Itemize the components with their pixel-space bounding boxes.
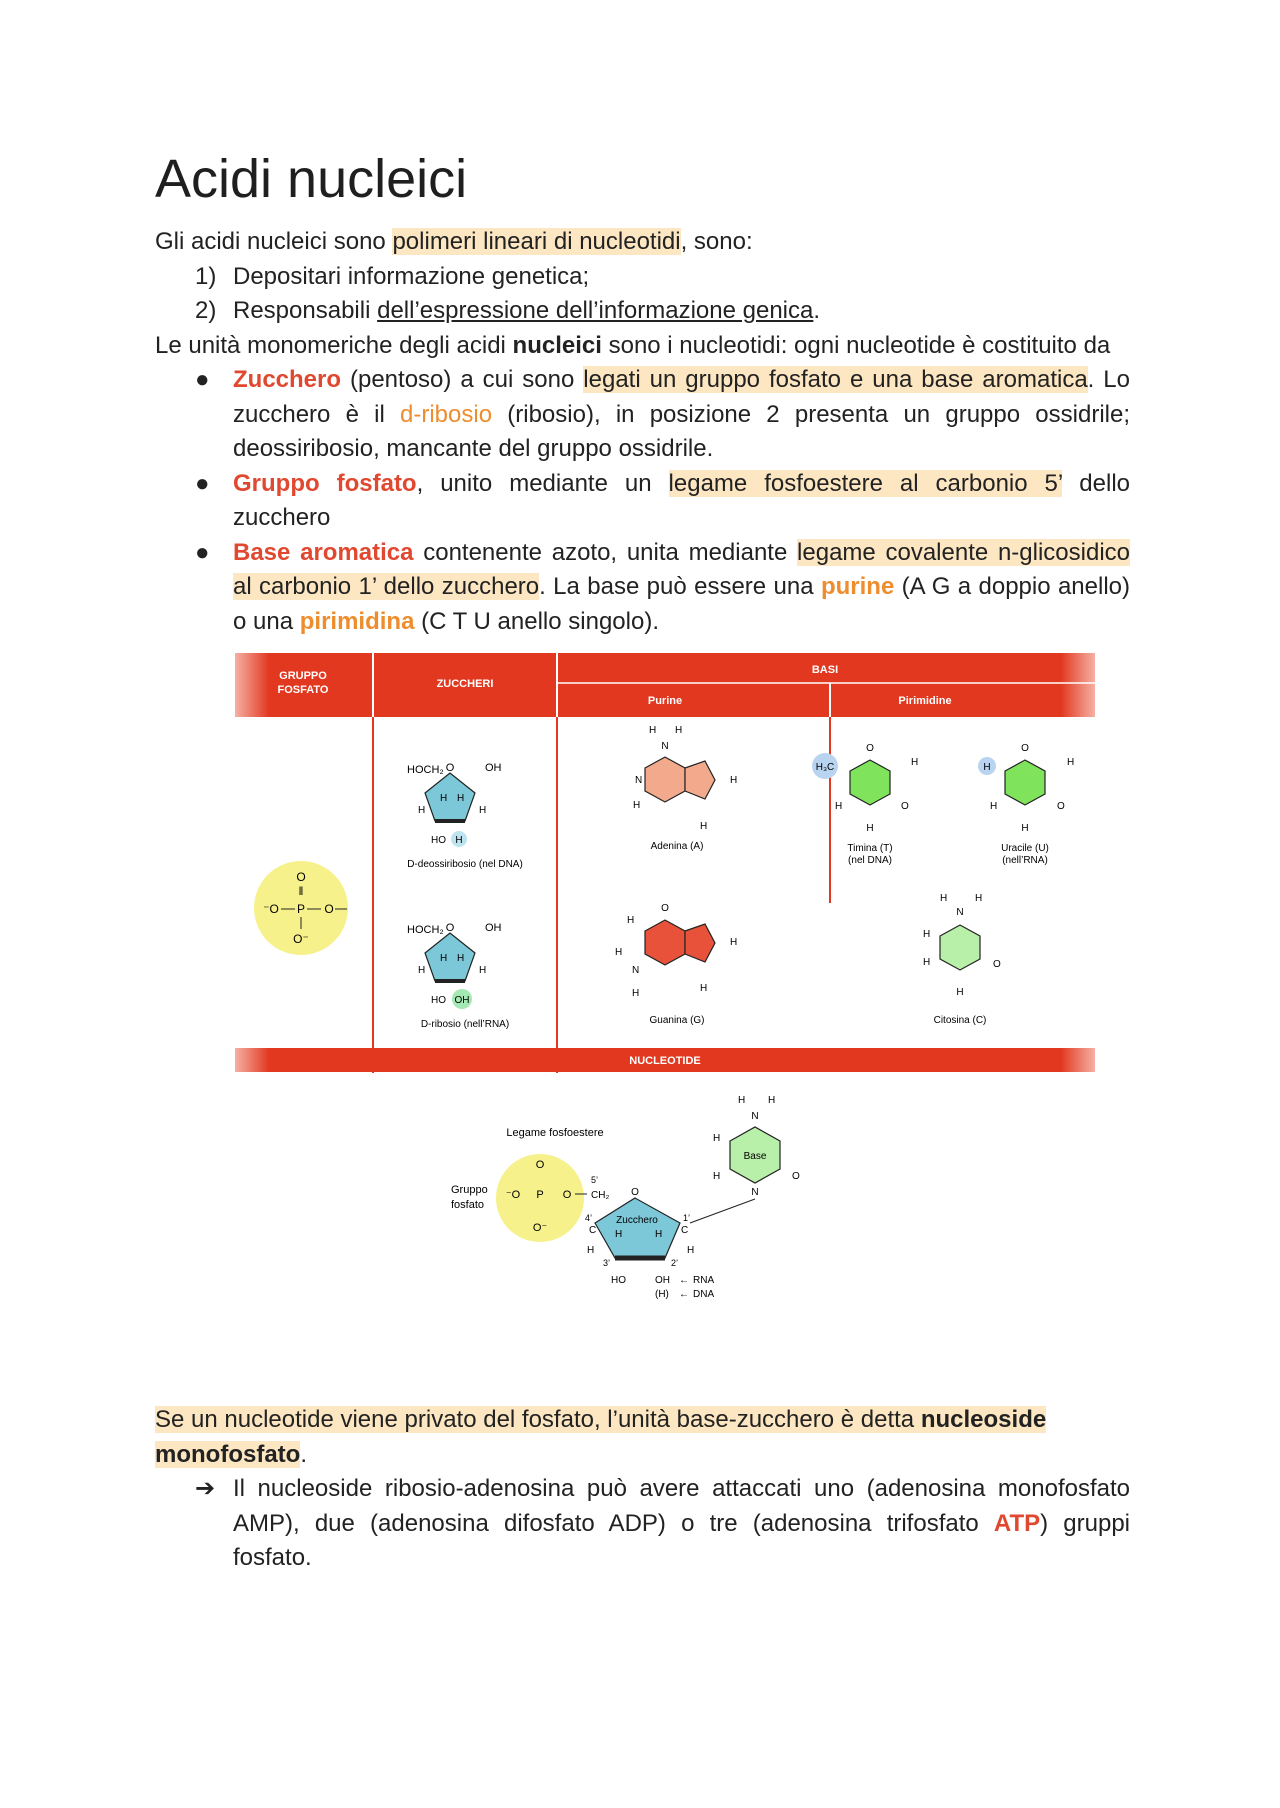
label-dna: DNA (693, 1289, 715, 1301)
list-item (155, 260, 1130, 295)
atom-o-minus: ⁻O (263, 902, 279, 917)
term-purine: purine (820, 573, 895, 601)
label-gruppo: Gruppo (451, 1184, 488, 1197)
nucleoside-text-end: . (300, 1440, 307, 1468)
atom-n: N (956, 907, 964, 919)
bullet-dot-icon: ● (195, 469, 210, 497)
atom-o: O (562, 1189, 572, 1202)
atom-o-minus: O⁻ (293, 932, 309, 947)
caption-guanina: Guanina (G) (649, 1015, 705, 1027)
atom-h: H (615, 1229, 623, 1241)
atom-h: H (440, 953, 448, 965)
atom-h: H (923, 929, 931, 941)
atom-h-paren: (H) (655, 1289, 669, 1301)
page-title: Acidi nucleici (155, 149, 468, 209)
bullet-list (155, 363, 1130, 639)
atom-o: O (296, 870, 306, 885)
underlined-text: dell’espressione dell’informazione genica (377, 297, 814, 325)
atom-h3c: H₃C (815, 762, 835, 774)
label-c1: 1’ (683, 1213, 691, 1224)
list-text-end: . (813, 297, 821, 325)
atom-hoch2: HOCH₂ (407, 924, 444, 937)
atom-n: N (661, 741, 669, 753)
bullet-text: . La base può essere una (539, 573, 821, 601)
document-page (155, 150, 1130, 1576)
atom-h: H (687, 1245, 695, 1257)
intro-paragraph (155, 225, 1130, 260)
atom-h: H (983, 762, 991, 774)
atom-o-minus: ⁻O (505, 1189, 521, 1202)
label-c3: 3’ (603, 1258, 611, 1269)
atom-h: H (713, 1171, 721, 1183)
label-fosfato: fosfato (451, 1199, 485, 1212)
header-gruppo: GRUPPO (279, 670, 327, 683)
list-item (155, 294, 1130, 329)
atom-o: O (901, 801, 909, 813)
bullet-text: , unito mediante un (416, 469, 669, 497)
list-number: 1) (195, 262, 217, 290)
atom-h: H (418, 805, 426, 817)
atom-c: C (589, 1225, 597, 1237)
monomer-text: Le unità monomeriche degli acidi (155, 331, 513, 359)
atom-o: O (445, 922, 455, 935)
atom-p: P (536, 1189, 544, 1202)
label-legame-fosfoestere: Legame fosfoestere (506, 1127, 604, 1140)
caption-deossiribosio: D-deossiribosio (nel DNA) (407, 859, 523, 871)
atom-h: H (738, 1095, 746, 1107)
atom-n: N (751, 1111, 759, 1123)
bold-nucleoside-monofosfato: nucleoside monofosfato (155, 1406, 1047, 1468)
atom-n: N (635, 775, 643, 787)
atom-ch2: CH₂ (591, 1190, 610, 1202)
bullet-fosfato (155, 467, 1130, 536)
bullet-base (155, 536, 1130, 640)
arrow-text-end: ) gruppi fosfato. (233, 1509, 1131, 1572)
bullet-dot-icon: ● (195, 366, 210, 394)
atom-oh: OH (655, 1275, 670, 1287)
arrow-item (155, 1472, 1130, 1576)
atom-h: H (615, 947, 623, 959)
bullet-text: (A G a doppio anello) o una (233, 573, 1130, 635)
atom-oh: OH (454, 995, 470, 1007)
bullet-text: (pentoso) a cui sono (341, 366, 584, 394)
caption-ribosio: D-ribosio (nell’RNA) (420, 1019, 510, 1031)
atom-h: H (911, 757, 919, 769)
atom-o-minus: O⁻ (532, 1222, 548, 1235)
bullet-text: (C T U anello singolo). (414, 607, 659, 635)
atom-h: H (768, 1095, 776, 1107)
atom-h: H (700, 983, 708, 995)
deossiribosio-structure (407, 762, 523, 870)
atom-o: O (445, 762, 455, 775)
atom-c: C (681, 1225, 689, 1237)
svg-text:‖: ‖ (298, 884, 304, 899)
label-rna: RNA (693, 1275, 715, 1287)
header-purine: Purine (647, 695, 683, 708)
atom-p: P (296, 902, 306, 917)
bullet-dot-icon: ● (195, 538, 210, 566)
atom-h: H (1067, 757, 1075, 769)
atom-h: H (440, 793, 448, 805)
label-c5: 5’ (591, 1175, 599, 1186)
label-c4: 4’ (585, 1213, 593, 1224)
atom-h: H (1021, 823, 1029, 835)
list-number: 2) (195, 297, 217, 325)
caption-timina-dna: (nel DNA) (848, 855, 892, 867)
atom-h: H (479, 805, 487, 817)
term-base-aromatica: Base aromatica (233, 538, 414, 566)
atom-h: H (923, 957, 931, 969)
monomer-text-end: sono i nucleotidi: ogni nucleotide è costituito da (601, 331, 1111, 359)
nucleoside-paragraph (155, 1406, 1046, 1468)
header-basi: BASI (811, 664, 839, 677)
bullet-text: contenente azoto, unita mediante (413, 538, 798, 566)
atom-h: H (457, 793, 465, 805)
atom-o: O (1057, 801, 1065, 813)
atom-h: H (632, 988, 640, 1000)
term-gruppo-fosfato: Gruppo fosfato (233, 469, 417, 497)
atom-h: H (730, 937, 738, 949)
caption-timina: Timina (T) (847, 843, 893, 855)
list-text: Depositari informazione genetica; (233, 262, 590, 290)
atom-o: O (1021, 743, 1029, 755)
label-base: Base (743, 1151, 767, 1163)
header-band (235, 653, 1095, 717)
caption-uracile: Uracile (U) (1001, 843, 1049, 855)
label-zucchero: Zucchero (616, 1215, 658, 1227)
highlight-text: legame covalente n-glicosidico al carbonio 1’ dello zucchero (233, 538, 1131, 601)
atom-h: H (418, 965, 426, 977)
atom-h: H (587, 1245, 595, 1257)
atom-o: O (324, 902, 334, 917)
atom-h: H (713, 1133, 721, 1145)
atom-o: O (993, 959, 1001, 971)
caption-uracile-rna: (nell’RNA) (1002, 855, 1048, 867)
figure-svg (235, 653, 1095, 1393)
atom-h: H (835, 801, 843, 813)
atom-oh: OH (485, 922, 502, 935)
atom-h: H (633, 800, 641, 812)
bold-nucleici: nucleici (512, 331, 602, 359)
atom-n: N (632, 965, 640, 977)
atom-hoch2: HOCH₂ (407, 764, 444, 777)
atom-h: H (675, 725, 683, 737)
header-pirimidine: Pirimidine (898, 695, 952, 708)
intro-text-end: , sono: (680, 228, 753, 256)
header-zuccheri: ZUCCHERI (436, 678, 494, 691)
bullet-zucchero (155, 363, 1130, 467)
highlight-text: legati un gruppo fosfato e una base aromatica (583, 366, 1088, 394)
term-d-ribosio: d-ribosio (400, 400, 493, 428)
atom-h: H (940, 893, 948, 905)
caption-citosina: Citosina (C) (933, 1015, 987, 1027)
arrow-dna-icon: ← (679, 1289, 689, 1301)
arrow-rna-icon: ← (679, 1275, 689, 1287)
arrow-right-icon: ➔ (195, 1475, 216, 1503)
atom-h: H (975, 893, 983, 905)
atom-h: H (457, 953, 465, 965)
atom-h: H (649, 725, 657, 737)
nucleoside-text: Se un nucleotide viene privato del fosfato, l’unità base-zucchero è detta (155, 1406, 921, 1434)
atom-h: H (990, 801, 998, 813)
timina-structure (812, 743, 918, 866)
highlight-text: legame fosfoestere al carbonio 5’ (668, 469, 1063, 497)
bullet-text: dello zucchero (233, 469, 1131, 532)
atom-ho: HO (431, 835, 446, 847)
atom-o: O (866, 743, 874, 755)
atom-ho: HO (611, 1275, 626, 1287)
monomer-paragraph (155, 329, 1130, 364)
atom-h: H (956, 987, 964, 999)
atom-h: H (455, 835, 463, 847)
bullet-text: (ribosio), in posizione 2 presenta un gruppo ossidrile; deossiribosio, mancante del gruppo ossidrile. (233, 400, 1130, 463)
term-zucchero: Zucchero (233, 366, 342, 394)
guanina-structure (615, 903, 737, 1026)
list-text: Responsabili (233, 297, 378, 325)
uracile-structure (978, 743, 1074, 866)
highlight-polimeri: polimeri lineari di nucleotidi (392, 228, 681, 256)
nucleotide-structure (451, 1095, 800, 1300)
atom-o: O (631, 1187, 639, 1199)
term-pirimidina: pirimidina (299, 607, 415, 635)
caption-adenina: Adenina (A) (650, 841, 704, 853)
intro-text: Gli acidi nucleici sono (155, 228, 393, 256)
ribosio-structure (407, 922, 509, 1030)
nucleotide-figure (235, 653, 1095, 1393)
atom-h: H (479, 965, 487, 977)
term-atp: ATP (993, 1509, 1041, 1537)
atom-h: H (627, 915, 635, 927)
atom-o: O (792, 1171, 800, 1183)
header-nucleotide: NUCLEOTIDE (629, 1055, 701, 1068)
atom-h: H (700, 821, 708, 833)
atom-h: H (866, 823, 874, 835)
atom-oh: OH (485, 762, 502, 775)
numbered-list (155, 260, 1130, 329)
citosina-structure (923, 893, 1001, 1026)
label-c2: 2’ (671, 1258, 679, 1269)
adenina-structure (633, 725, 737, 852)
arrow-text: Il nucleoside ribosio-adenosina può avere attaccati uno (adenosina monofosfato AMP), due (adenosina difosfato ADP) o tre (adenosina trifosfato (233, 1475, 1130, 1537)
atom-o: O (661, 903, 669, 915)
atom-h: H (730, 775, 738, 787)
phosphate-group (254, 861, 348, 955)
atom-n: N (751, 1187, 759, 1199)
atom-h: H (655, 1229, 663, 1241)
atom-ho: HO (431, 995, 446, 1007)
atom-o: O (535, 1159, 545, 1172)
bullet-text: . Lo zucchero è il (233, 366, 1130, 428)
header-fosfato: FOSFATO (277, 684, 329, 697)
